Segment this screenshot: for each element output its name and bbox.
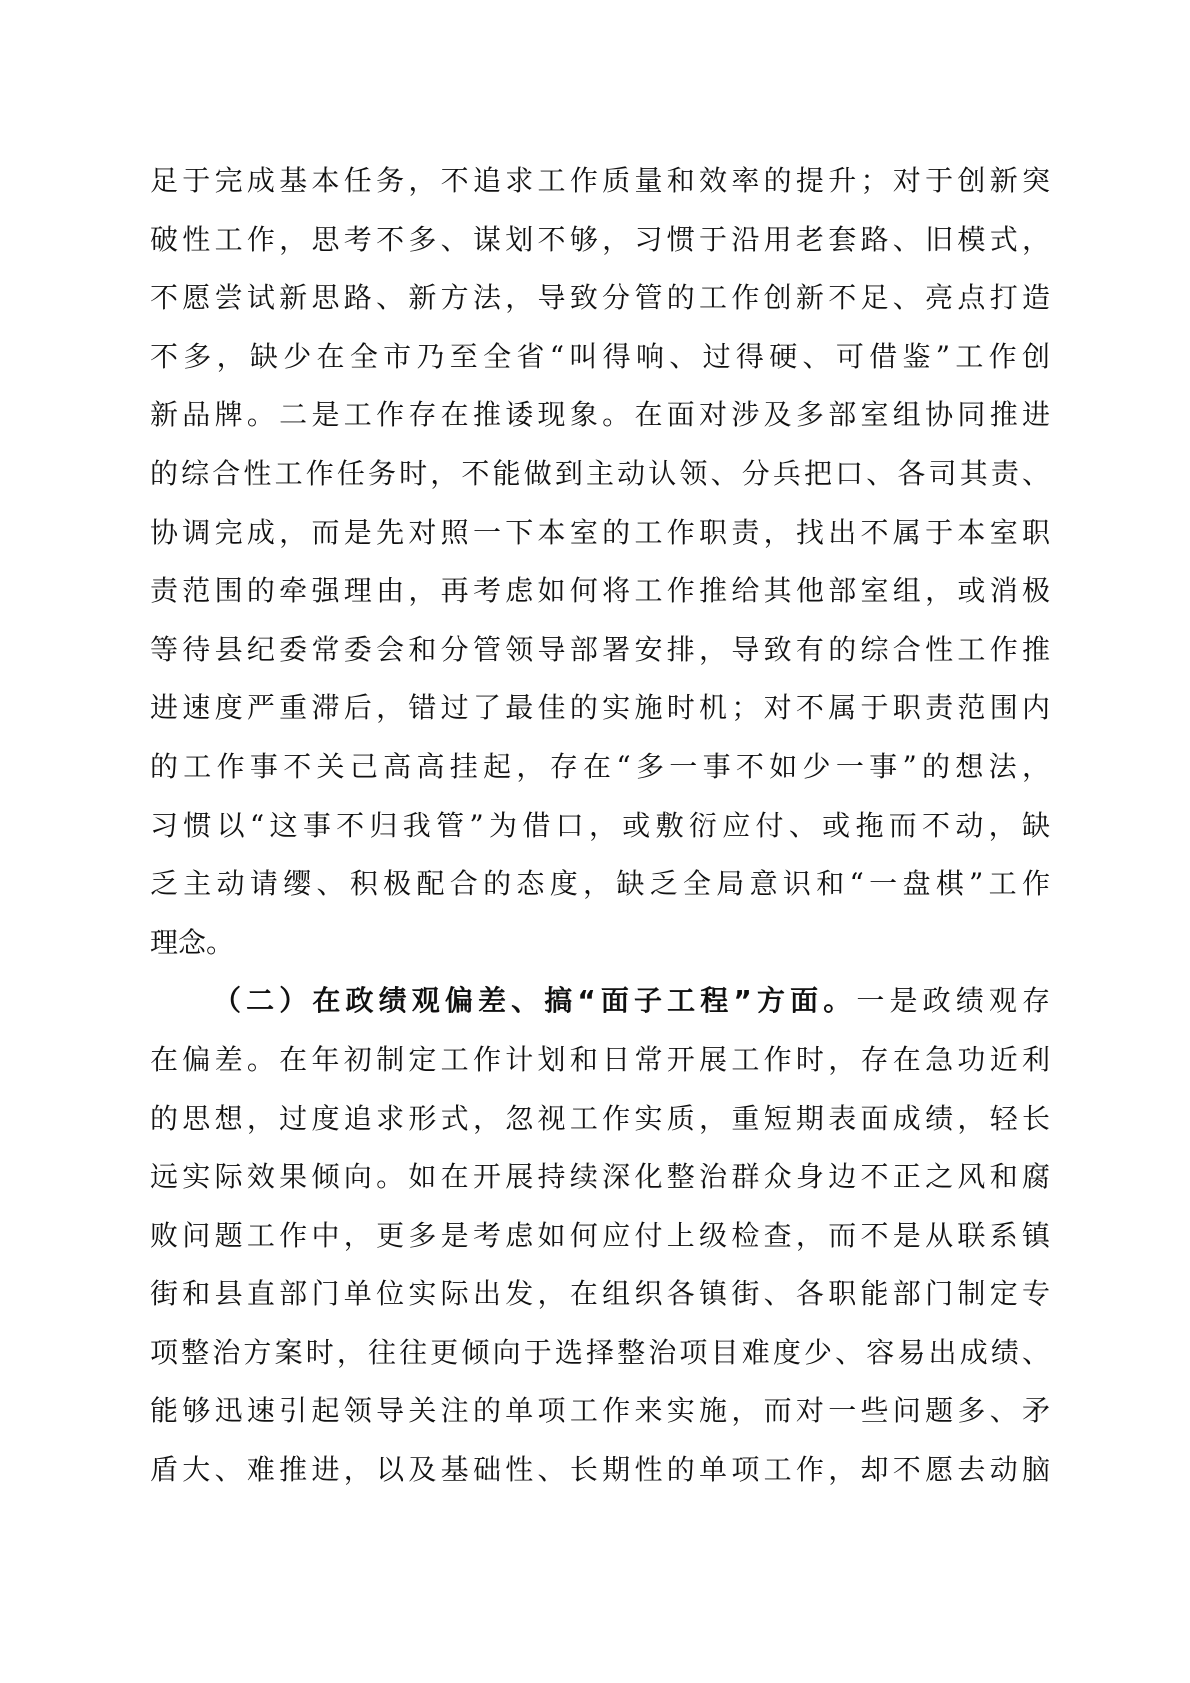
text-line: 能够迅速引起领导关注的单项工作来实施，而对一些问题多、矛 bbox=[150, 1394, 1050, 1428]
section-first-line bbox=[150, 972, 1050, 1031]
text-line: 足于完成基本任务，不追求工作质量和效率的提升；对于创新突 bbox=[150, 164, 1050, 197]
text-line: 等待县纪委常委会和分管领导部署安排，导致有的综合性工作推 bbox=[150, 632, 1050, 666]
text-line: 破性工作，思考不多、谋划不够，习惯于沿用老套路、旧模式， bbox=[150, 222, 1050, 256]
text-line: 街和县直部门单位实际出发，在组织各镇街、各职能部门制定专 bbox=[150, 1277, 1050, 1311]
text-line: 进速度严重滞后，错过了最佳的实施时机；对不属于职责范围内 bbox=[150, 691, 1050, 725]
text-line: 的工作事不关己高高挂起，存在“多一事不如少一事”的想法， bbox=[150, 749, 1050, 783]
body-text bbox=[150, 152, 1050, 1500]
text-line: 在偏差。在年初制定工作计划和日常开展工作时，存在急功近利 bbox=[150, 1042, 1050, 1076]
text-line: 项整治方案时，往往更倾向于选择整治项目难度少、容易出成绩、 bbox=[150, 1335, 1050, 1369]
text-line: 的思想，过度追求形式，忽视工作实质，重短期表面成绩，轻长 bbox=[150, 1101, 1050, 1135]
section-heading: （二）在政绩观偏差、搞“面子工程”方面。 bbox=[213, 984, 857, 1018]
text-line: 盾大、难推进，以及基础性、长期性的单项工作，却不愿去动脑 bbox=[150, 1453, 1050, 1487]
text-line: 理念。 bbox=[150, 925, 235, 959]
text-line: 的综合性工作任务时，不能做到主动认领、分兵把口、各司其责、 bbox=[150, 456, 1050, 490]
text-line: 协调完成，而是先对照一下本室的工作职责，找出不属于本室职 bbox=[150, 515, 1050, 549]
text-run: 一是政绩观存 bbox=[856, 984, 1050, 1018]
text-line: 习惯以“这事不归我管”为借口，或敷衍应付、或拖而不动，缺 bbox=[150, 808, 1050, 842]
text-line: 不愿尝试新思路、新方法，导致分管的工作创新不足、亮点打造 bbox=[150, 281, 1050, 315]
text-line: 远实际效果倾向。如在开展持续深化整治群众身边不正之风和腐 bbox=[150, 1160, 1050, 1194]
text-line: 新品牌。二是工作存在推诿现象。在面对涉及多部室组协同推进 bbox=[150, 398, 1050, 432]
text-line: 乏主动请缨、积极配合的态度，缺乏全局意识和“一盘棋”工作 bbox=[150, 867, 1050, 901]
text-line: 不多，缺少在全市乃至全省“叫得响、过得硬、可借鉴”工作创 bbox=[150, 339, 1050, 373]
text-line: 责范围的牵强理由，再考虑如何将工作推给其他部室组，或消极 bbox=[150, 574, 1050, 608]
text-line: 败问题工作中，更多是考虑如何应付上级检查，而不是从联系镇 bbox=[150, 1218, 1050, 1252]
